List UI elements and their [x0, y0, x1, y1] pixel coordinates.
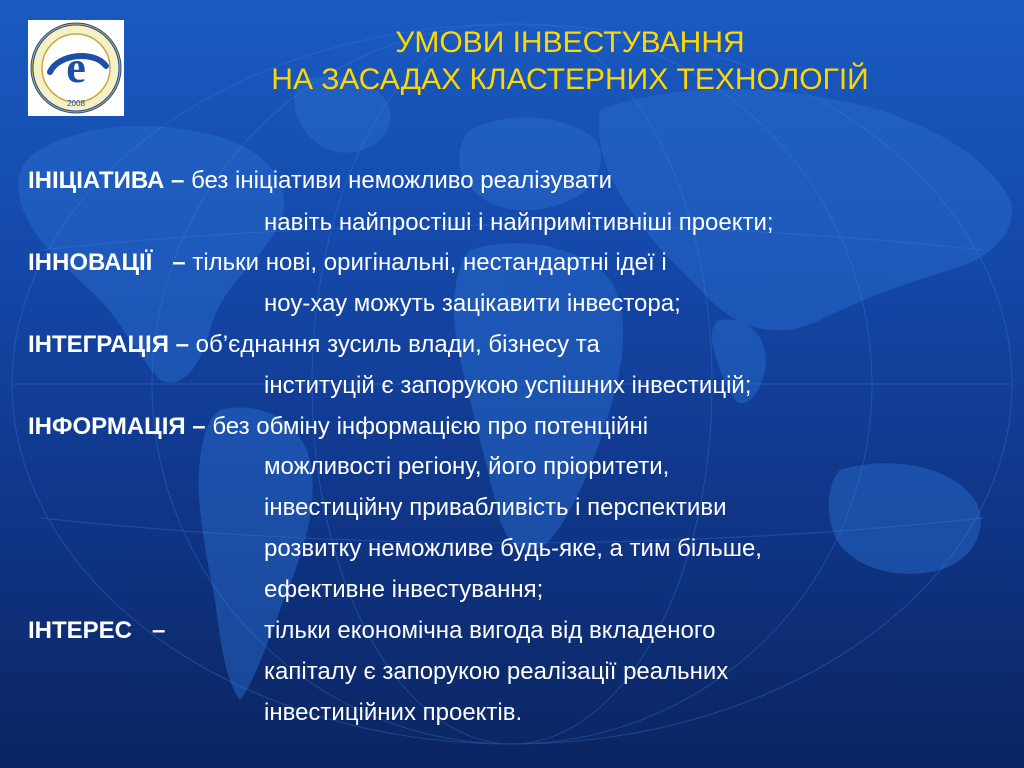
definition-line: розвитку неможливе будь-яке, а тим більше,	[264, 535, 762, 562]
item-information	[28, 412, 648, 442]
term-separator: –	[152, 249, 193, 276]
definition-line: ноу-хау можуть зацікавити інвестора;	[264, 290, 681, 317]
term-label: ІНФОРМАЦІЯ	[28, 413, 186, 440]
logo-letter: e	[66, 43, 86, 92]
definition-line: без ініціативи неможливо реалізувати	[191, 167, 613, 194]
term-label: ІНІЦІАТИВА	[28, 167, 165, 194]
item-interest	[28, 616, 192, 646]
definition-line: тільки економічна вигода від вкладеного	[264, 617, 716, 644]
logo-year: 2008	[67, 99, 85, 108]
definition-line: тільки нові, оригінальні, нестандартні ідеї і	[192, 249, 667, 276]
definition-line: навіть найпростіші і найпримітивніші проекти;	[264, 209, 774, 236]
item-integration	[28, 330, 600, 360]
definition-line: інвестиційних проектів.	[264, 699, 523, 726]
term-label: ІНТЕГРАЦІЯ	[28, 331, 169, 358]
definition-line: інституцій є запорукою успішних інвестицій;	[264, 372, 752, 399]
definition-line: інвестиційну привабливість і перспективи	[264, 494, 727, 521]
definition-line: капіталу є запорукою реалізації реальних	[264, 658, 729, 685]
term-label: ІНТЕРЕС	[28, 617, 133, 644]
term-separator: –	[168, 331, 196, 358]
item-initiative	[28, 166, 612, 196]
title-line-2: НА ЗАСАДАХ КЛАСТЕРНИХ ТЕХНОЛОГІЙ	[271, 63, 869, 96]
definition-line: об’єднання зусиль влади, бізнесу та	[195, 331, 600, 358]
title-line-1: УМОВИ ІНВЕСТУВАННЯ	[395, 26, 745, 59]
term-separator: –	[164, 167, 192, 194]
term-label: ІННОВАЦІЇ	[28, 249, 153, 276]
term-separator: –	[132, 617, 193, 644]
term-separator: –	[185, 413, 213, 440]
definition-line: можливості регіону, його пріоритети,	[264, 453, 670, 480]
definition-line: ефективне інвестування;	[264, 576, 544, 603]
item-innovation	[28, 248, 667, 278]
definition-line: без обміну інформацією про потенційні	[212, 413, 649, 440]
